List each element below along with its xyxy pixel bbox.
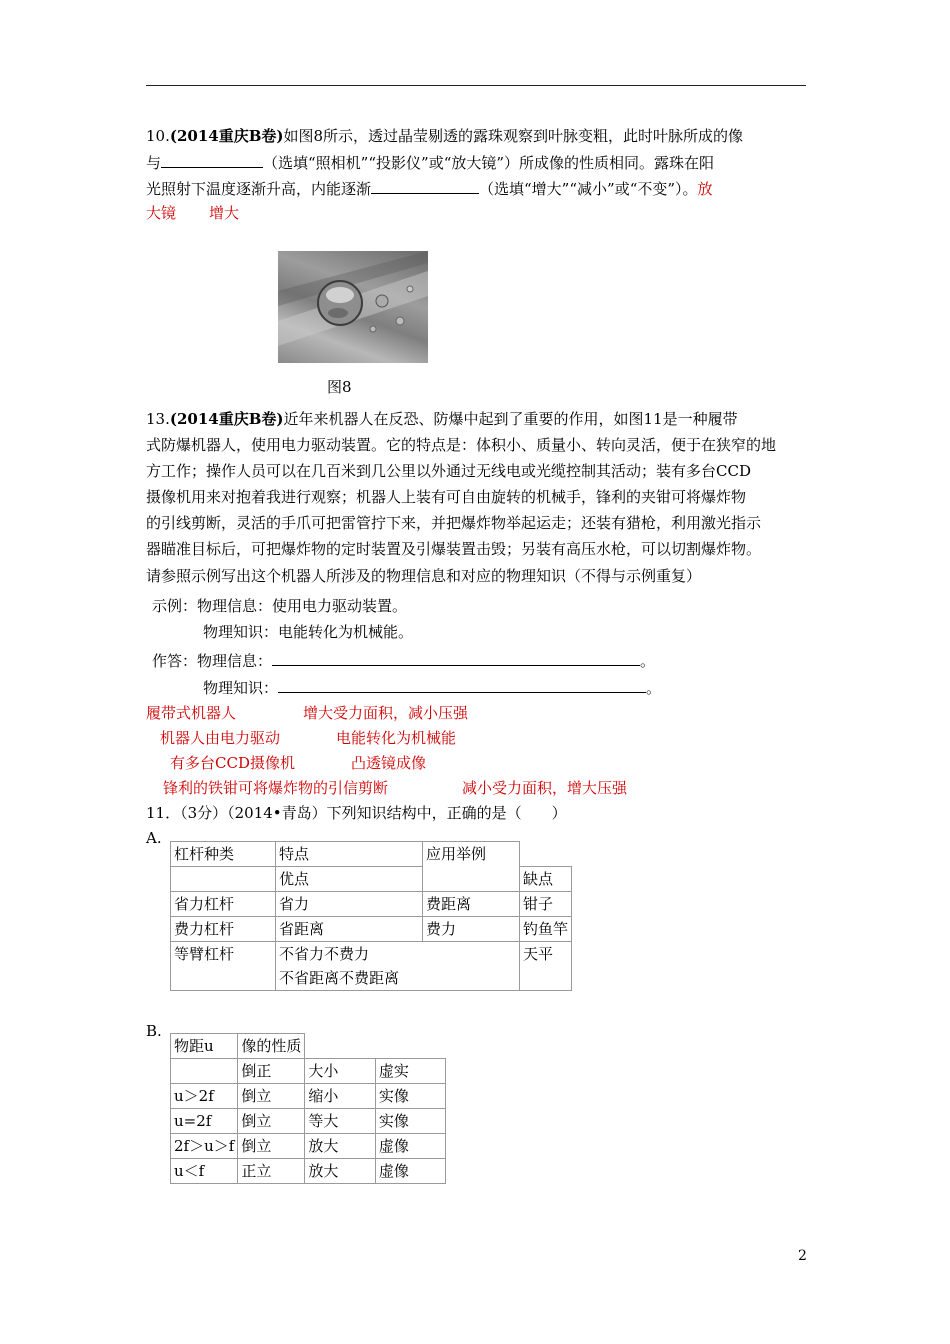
table-row: 费力杠杆 省距离 费力 钓鱼竿 bbox=[171, 917, 572, 942]
page-number: 2 bbox=[798, 1248, 807, 1264]
q13-line-6: 器瞄准目标后，可把爆炸物的定时装置及引爆装置击毁；另装有高压水枪，可以切割爆炸物。 bbox=[146, 540, 762, 558]
table-row: u=2f 倒立 等大 实像 bbox=[171, 1109, 446, 1134]
q13-answer-knowledge: 物理知识： 。 bbox=[203, 679, 662, 697]
dewdrop-photo bbox=[278, 251, 428, 363]
q13-answer-1-knowledge: 增大受力面积，减小压强 bbox=[303, 704, 469, 722]
q13-example-knowledge: 物理知识：电能转化为机械能。 bbox=[203, 623, 414, 641]
q10-blank-2 bbox=[371, 178, 479, 194]
lever-sub-disadvantage: 缺点 bbox=[520, 867, 572, 892]
q13-example-info: 示例：物理信息：使用电力驱动装置。 bbox=[152, 597, 408, 615]
lever-header-example: 应用举例 bbox=[423, 842, 520, 892]
q13-answer-info-blank bbox=[272, 650, 640, 666]
q13-line-4: 摄像机用来对抱着我进行观察；机器人上装有可自由旋转的机械手，锋利的夹钳可将爆炸物 bbox=[146, 488, 747, 506]
table-row: 省力杠杆 省力 费距离 钳子 bbox=[171, 892, 572, 917]
q11-stem: 11．（3分）（2014•青岛）下列知识结构中，正确的是（ ） bbox=[146, 804, 567, 822]
lens-header-image: 像的性质 bbox=[238, 1034, 305, 1059]
q13-answer-2-knowledge: 电能转化为机械能 bbox=[336, 729, 457, 747]
q13-line-2: 式防爆机器人，使用电力驱动装置。它的特点是：体积小、质量小、转向灵活，便于在狭窄的地 bbox=[146, 436, 777, 454]
q10-line-3: 光照射下温度逐渐升高，内能逐渐 （选填“增大”“减小”或“不变”）。放 bbox=[146, 180, 713, 198]
q13-answer-info: 作答：物理信息： 。 bbox=[152, 652, 656, 670]
q13-line-1: 13.(2014重庆B卷)近年来机器人在反恐、防爆中起到了重要的作用，如图11是一种履带 bbox=[146, 410, 738, 428]
lens-header-distance: 物距u bbox=[171, 1034, 238, 1059]
q13-answer-4-info: 锋利的铁钳可将爆炸物的引信剪断 bbox=[163, 779, 389, 797]
lever-header-type: 杠杆种类 bbox=[171, 842, 276, 867]
q10-answer-2: 增大 bbox=[209, 204, 240, 222]
q11-option-a-label: A. bbox=[146, 829, 162, 847]
lever-header-feature: 特点 bbox=[276, 842, 423, 867]
q10-answer-1-start: 放 bbox=[697, 180, 713, 198]
q13-line-5: 的引线剪断，灵活的手爪可把雷管拧下来，并把爆炸物举起运走；还装有猎枪，利用激光指示 bbox=[146, 514, 762, 532]
q13-source: (2014重庆B卷) bbox=[169, 410, 284, 428]
table-row: u＞2f 倒立 缩小 实像 bbox=[171, 1084, 446, 1109]
q13-answer-knowledge-blank bbox=[278, 677, 646, 693]
q13-line-7: 请参照示例写出这个机器人所涉及的物理信息和对应的物理知识（不得与示例重复） bbox=[146, 567, 702, 585]
table-row: 等臂杠杆 不省力不费力 不省距离不费距离 天平 bbox=[171, 942, 572, 991]
q13-answer-3-info: 有多台CCD摄像机 bbox=[170, 754, 295, 772]
figure-caption: 图8 bbox=[327, 378, 352, 396]
table-row: u＜f 正立 放大 虚像 bbox=[171, 1159, 446, 1184]
q13-answer-1-info: 履带式机器人 bbox=[146, 704, 237, 722]
lens-table: 物距u 像的性质 倒正 大小 虚实 u＞2f 倒立 缩小 实像 u=2f 倒立 等大 实像 2f＞u＞f 倒立 放大 虚像 u＜f 正立 放大 虚像 bbox=[170, 1033, 446, 1184]
q13-line-3: 方工作；操作人员可以在几百米到几公里以外通过无线电或光缆控制其活动；装有多台CCD bbox=[146, 462, 751, 480]
q10-blank-1 bbox=[161, 152, 263, 168]
table-row: 2f＞u＞f 倒立 放大 虚像 bbox=[171, 1134, 446, 1159]
q11-option-b-label: B. bbox=[146, 1022, 162, 1040]
q10-answers: 大镜 增大 bbox=[146, 204, 240, 222]
header-rule bbox=[146, 85, 806, 86]
lever-table bbox=[170, 841, 572, 991]
q13-answer-2-info: 机器人由电力驱动 bbox=[160, 729, 281, 747]
q10-source: (2014重庆B卷) bbox=[169, 127, 284, 145]
q10-line-2: 与 （选填“照相机”“投影仪”或“放大镜”）所成像的性质相同。露珠在阳 bbox=[146, 154, 715, 172]
q13-answer-4-knowledge: 减小受力面积，增大压强 bbox=[462, 779, 628, 797]
q13-answer-3-knowledge: 凸透镜成像 bbox=[351, 754, 427, 772]
q10-line-1: 10.(2014重庆B卷)如图8所示，透过晶莹剔透的露珠观察到叶脉变粗，此时叶脉所成的像 bbox=[146, 127, 744, 145]
lever-sub-advantage: 优点 bbox=[276, 867, 423, 892]
